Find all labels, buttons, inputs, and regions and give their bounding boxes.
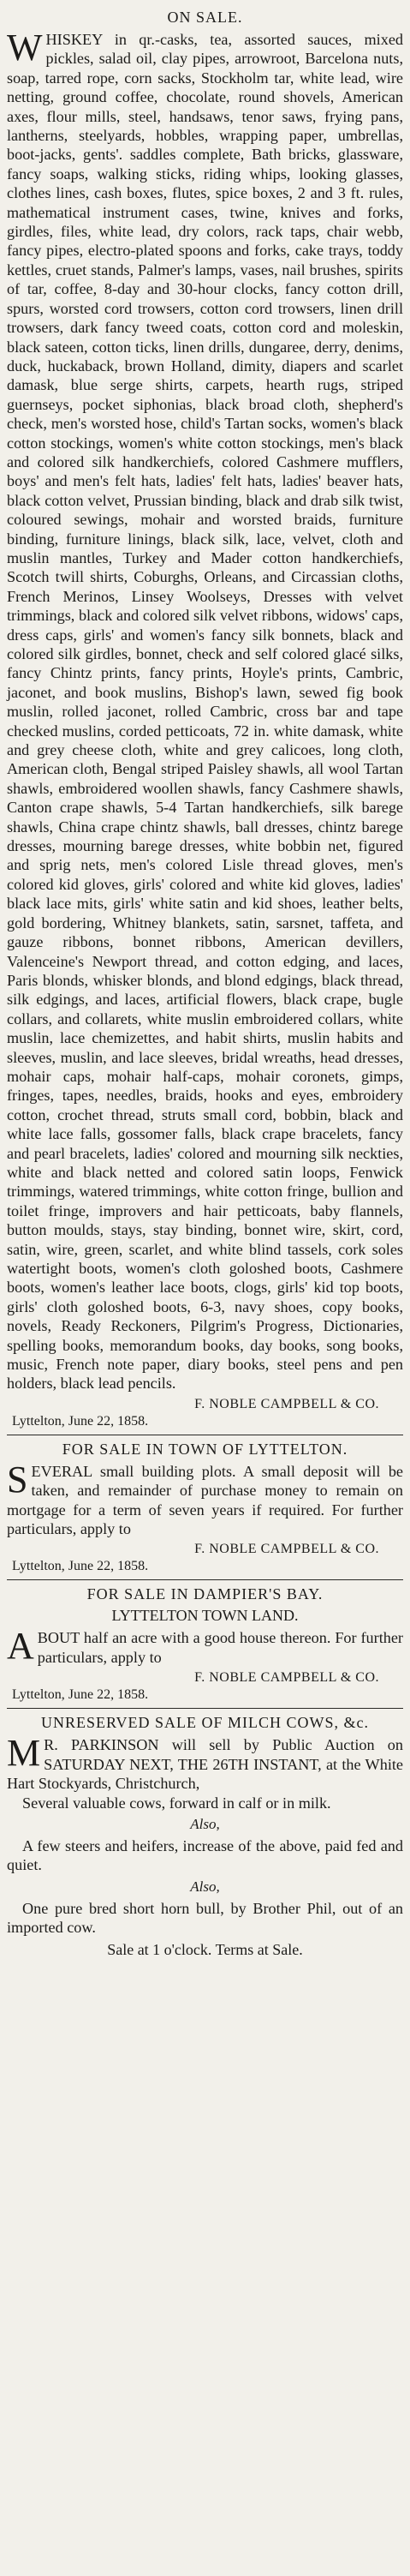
drop-cap: W [7, 27, 43, 69]
ad-text: BOUT half an acre with a good house thereon. For further particulars, apply to [37, 1629, 403, 1666]
ad-date: Lyttelton, June 22, 1858. [12, 1559, 149, 1574]
ad-signature: F. NOBLE CAMPBELL & CO. [194, 1542, 379, 1557]
ad-heading: ON SALE. [167, 9, 243, 26]
ad-signature: F. NOBLE CAMPBELL & CO. [194, 1396, 379, 1411]
ad-heading: FOR SALE IN TOWN OF LYTTELTON. [62, 1440, 348, 1458]
ad-date: Lyttelton, June 22, 1858. [12, 1413, 149, 1429]
ad-for-sale-dampiers-bay [7, 1585, 403, 1703]
ad-text: HISKEY in qr.-casks, tea, assorted sauces, mixed pickles, salad oil, clay pipes, arrowroot, Barcelona nuts, soap, tarred rope, corn sacks, Stockholm tar, white lead, wire netting, ground coffee, chocolate, round shovels, American axes, flour mills, steel, handsaws, tenor saws, frying pans, lantherns, steelyards, hobbles, wrapping paper, umbrellas, boot-jacks, gents'. saddles complete, Bath bricks, glassware, fancy soaps, walking sticks, riding whips, looking glasses, clothes lines, cash boxes, flutes, spice boxes, 2 and 3 ft. rules, mathematical instrument cases, twine, knives and forks, girdles, files, white lead, dry colors, rack taps, chair webb, fancy pipes, electro-plated spoons and forks, cake trays, toddy kettles, cruet stands, Palmer's lamps, vases, nail brushes, spirits of tar, coffee, 8-day and 30-hour clocks, fancy cotton drill, spurs, worsted cord trowsers, cotton cord trowsers, linen drill trowsers, dark fancy tweed coats, cotton cord and moleskin, black sateen, cotton ticks, linen drills, dungaree, derry, denims, duck, huckaback, brown Holland, dimity, diapers and scarlet damask, blue serge shirts, carpets, hearth rugs, striped guernseys, pocket siphonias, black broad cloth, shepherd's check, men's worsted hose, child's Tartan socks, women's black cotton stockings, women's white cotton stockings, men's black and colored silk handkerchiefs, colored Cashmere mufflers, boys' and men's felt hats, ladies' felt hats, ladies' beaver hats, black cotton velvet, Prussian binding, black and drab silk twist, coloured sewings, mohair and worsted braids, furniture binding, furniture linings, black silk, lace, velvet, cloth and muslin mantles, Turkey and Mader cotton handkerchiefs, Scotch twill shirts, Coburghs, Orleans, and Circassian cloths, French Merinos, Linsey Woolseys, Dresses with velvet trimmings, black and colored silk velvet ribbons, widows' caps, dress caps, girls' and women's fancy silk bonnets, black and colored silk girdles, bonnet, check and self colored glacé silks, fancy Chintz prints, fancy prints, Hoyle's prints, Cambric, jaconet, and book muslins, Bishop's lawn, sewed fig book muslin, rolled jaconet, rolled Cambric, cross bar and tape checked muslins, corded petticoats, 72 in. white damask, white and grey cheese cloth, white and grey calicoes, long cloth, American cloth, Bengal striped Paisley shawls, all wool Tartan shawls, embroidered woollen shawls, fancy Cashmere shawls, Canton crape shawls, 5-4 Tartan handkerchiefs, silk barege shawls, China crape chintz shawls, ball dresses, chintz barege dresses, mourning barege dresses, white bobbin net, figured and sprig nets, men's colored Lisle thread gloves, men's colored kid gloves, girls' colored and white kid gloves, ladies' black lace mits, girls' white satin and kid shoes, leather belts, gold bordering, Whitney blankets, satin, sarsnet, taffeta, and gauze ribbons, bonnet ribbons, American devillers, Valenceine's Newport thread, and cotton edging, and laces, Paris blonds, whisker blonds, and blond edgings, black thread, silk edgings, and laces, artificial flowers, black crape, bugle collars, and collarets, white muslin embroidered collars, white muslin, lace chemizettes, and habit shirts, muslin habits and sleeves, muslin, and lace sleeves, bridal wreaths, head dresses, mohair caps, mohair half-caps, mohair coronets, gimps, fringes, tapes, needles, braids, hooks and eyes, embroidery cotton, crochet thread, struts small cord, bobbin, black and white lace falls, gossomer falls, black crape bracelets, fancy and pearl bracelets, ladies' colored and mourning silk neckties, white and black netted and colored satin loops, Fenwick trimmings, watered trimmings, white cotton fringe, bullion and toilet fringe, improvers and hair petticoats, baby flannels, button moulds, stays, stay binding, bonnet wire, skirt, cord, satin, wire, green, scarlet, and white blind tassels, cork soles watertight boots, women's cloth goloshed boots, Cashmere boots, women's leather lace boots, clogs, girls' kid top boots, girls' cloth goloshed boots, 6-3, navy shoes, copy books, novels, Ready Reckoners, Pilgrim's Progress, Dictionaries, spelling books, memorandum books, day books, song books, music, French note paper, diary books, steel pens and pen holders, black lead pencils. [7, 31, 403, 1393]
ad-footer: Sale at 1 o'clock. Terms at Sale. [107, 1940, 303, 1958]
divider [7, 1579, 403, 1580]
divider [7, 1708, 403, 1709]
ad-text: EVERAL small building plots. A small deposit will be taken, and remainder of purchase money to remain on mortgage for a term of seven years if required. For further particulars, apply to [7, 1462, 403, 1538]
ad-body [7, 1732, 403, 1793]
ad-also: Also, [190, 1878, 220, 1895]
ad-body [7, 1458, 403, 1539]
ad-text: R. PARKINSON will sell by Public Auction on SATURDAY NEXT, THE 26TH INSTANT, at the White Hart Stockyards, Christchurch, [7, 1736, 403, 1793]
ad-line: One pure bred short horn bull, by Brother Phil, out of an imported cow. [7, 1899, 403, 1937]
ad-date: Lyttelton, June 22, 1858. [12, 1687, 149, 1703]
ad-body [7, 1625, 403, 1668]
ad-line: A few steers and heifers, increase of the above, paid fed and quiet. [7, 1836, 403, 1874]
ad-on-sale [7, 9, 403, 1429]
ad-heading: FOR SALE IN DAMPIER'S BAY. [86, 1585, 324, 1603]
ad-milch-cows [7, 1714, 403, 1958]
ad-signature: F. NOBLE CAMPBELL & CO. [194, 1670, 379, 1686]
ad-subheading: LYTTELTON TOWN LAND. [111, 1607, 299, 1625]
ad-for-sale-town [7, 1441, 403, 1575]
ad-also: Also, [190, 1815, 220, 1832]
newspaper-column [7, 0, 403, 1959]
ad-line: Several valuable cows, forward in calf or in milk. [22, 1794, 331, 1812]
drop-cap: A [7, 1625, 34, 1668]
drop-cap: S [7, 1458, 28, 1501]
ad-body [7, 27, 403, 1393]
ad-heading: UNRESERVED SALE OF MILCH COWS, &c. [40, 1714, 370, 1732]
drop-cap: M [7, 1732, 41, 1775]
